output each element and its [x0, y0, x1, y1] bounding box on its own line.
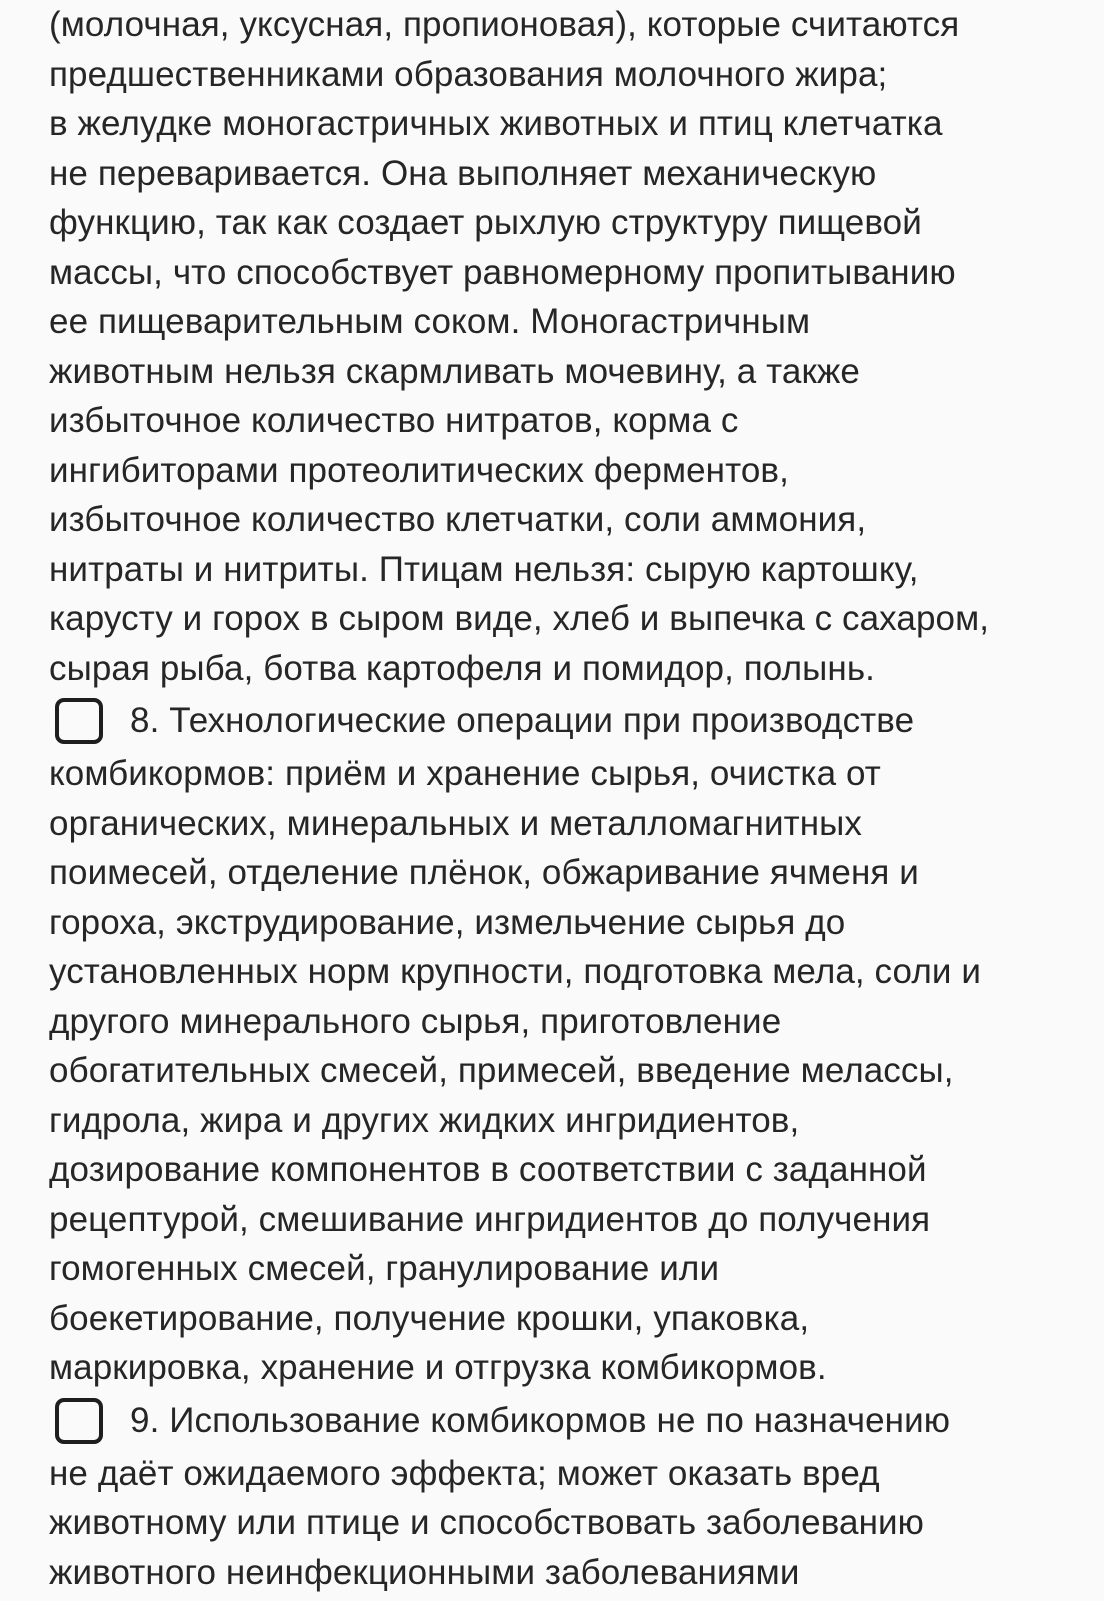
text-line: органических, минеральных и металломагнитных: [49, 803, 863, 843]
text-line: дозирование компонентов в соответствии с заданной: [49, 1150, 927, 1189]
note-body: [49, 0, 1089, 1597]
text-line: предшественниками образования молочного жира;: [49, 54, 888, 94]
text-line: сырая рыба, ботва картофеля и помидор, полынь.: [49, 648, 875, 688]
text-line: карусту и горох в сыром виде, хлеб и выпечка с сахаром,: [49, 599, 990, 638]
text-line: не даёт ожидаемого эффекта; может оказать вред: [49, 1453, 880, 1493]
text-line: комбикормов: приём и хранение сырья, очистка от: [49, 754, 881, 793]
text-line: гидрола, жира и других жидких ингридиентов,: [49, 1100, 800, 1140]
text-line: рецептурой, смешивание ингридиентов до получения: [49, 1199, 931, 1239]
text-line: в желудке моногастричных животных и птиц клетчатка: [49, 104, 943, 143]
text-line: животному или птице и способствовать заболеванию: [49, 1503, 925, 1542]
text-line: установленных норм крупности, подготовка мела, соли и: [49, 952, 981, 991]
checklist-item-header: [49, 693, 1089, 749]
text-line: нитраты и нитриты. Птицам нельзя: сырую картошку,: [49, 549, 919, 589]
text-line: поимесей, отделение плёнок, обжаривание ячменя и: [49, 853, 919, 892]
checklist-item-header: [49, 1393, 1089, 1449]
checklist-item-label: 9. Использование комбикормов не по назначению: [130, 1400, 951, 1440]
text-line: (молочная, уксусная, пропионовая), которые считаются: [49, 5, 960, 44]
text-line: гороха, экструдирование, измельчение сырья до: [49, 902, 846, 942]
text-line: избыточное количество клетчатки, соли аммония,: [49, 500, 867, 539]
text-line: обогатительных смесей, примесей, введение мелассы,: [49, 1051, 954, 1090]
text-line: животного неинфекционными заболеваниями: [49, 1552, 800, 1592]
text-line: массы, что способствует равномерному пропитыванию: [49, 252, 956, 292]
checkbox-item-8[interactable]: [55, 698, 103, 744]
text-line: избыточное количество нитратов, корма с: [49, 401, 739, 440]
text-line: ингибиторами протеолитических ферментов,: [49, 450, 789, 490]
text-line: маркировка, хранение и отгрузка комбикормов.: [49, 1348, 827, 1387]
paragraph-block: [49, 0, 1089, 693]
checklist-item-label: 8. Технологические операции при производстве: [130, 701, 915, 740]
text-line: животным нельзя скармливать мочевину, а также: [49, 351, 860, 391]
text-line: гомогенных смесей, гранулирование или: [49, 1249, 720, 1288]
text-line: боекетирование, получение крошки, упаковка,: [49, 1298, 810, 1338]
text-line: не переваривается. Она выполняет механическую: [49, 153, 877, 193]
checkbox-item-9[interactable]: [55, 1398, 103, 1444]
checklist-item-8: [49, 693, 1089, 1393]
checklist-item-9: [49, 1393, 1089, 1598]
text-line: ее пищеварительным соком. Моногастричным: [49, 302, 811, 341]
text-line: другого минерального сырья, приготовление: [49, 1001, 782, 1041]
text-line: функцию, так как создает рыхлую структуру пищевой: [49, 203, 922, 242]
